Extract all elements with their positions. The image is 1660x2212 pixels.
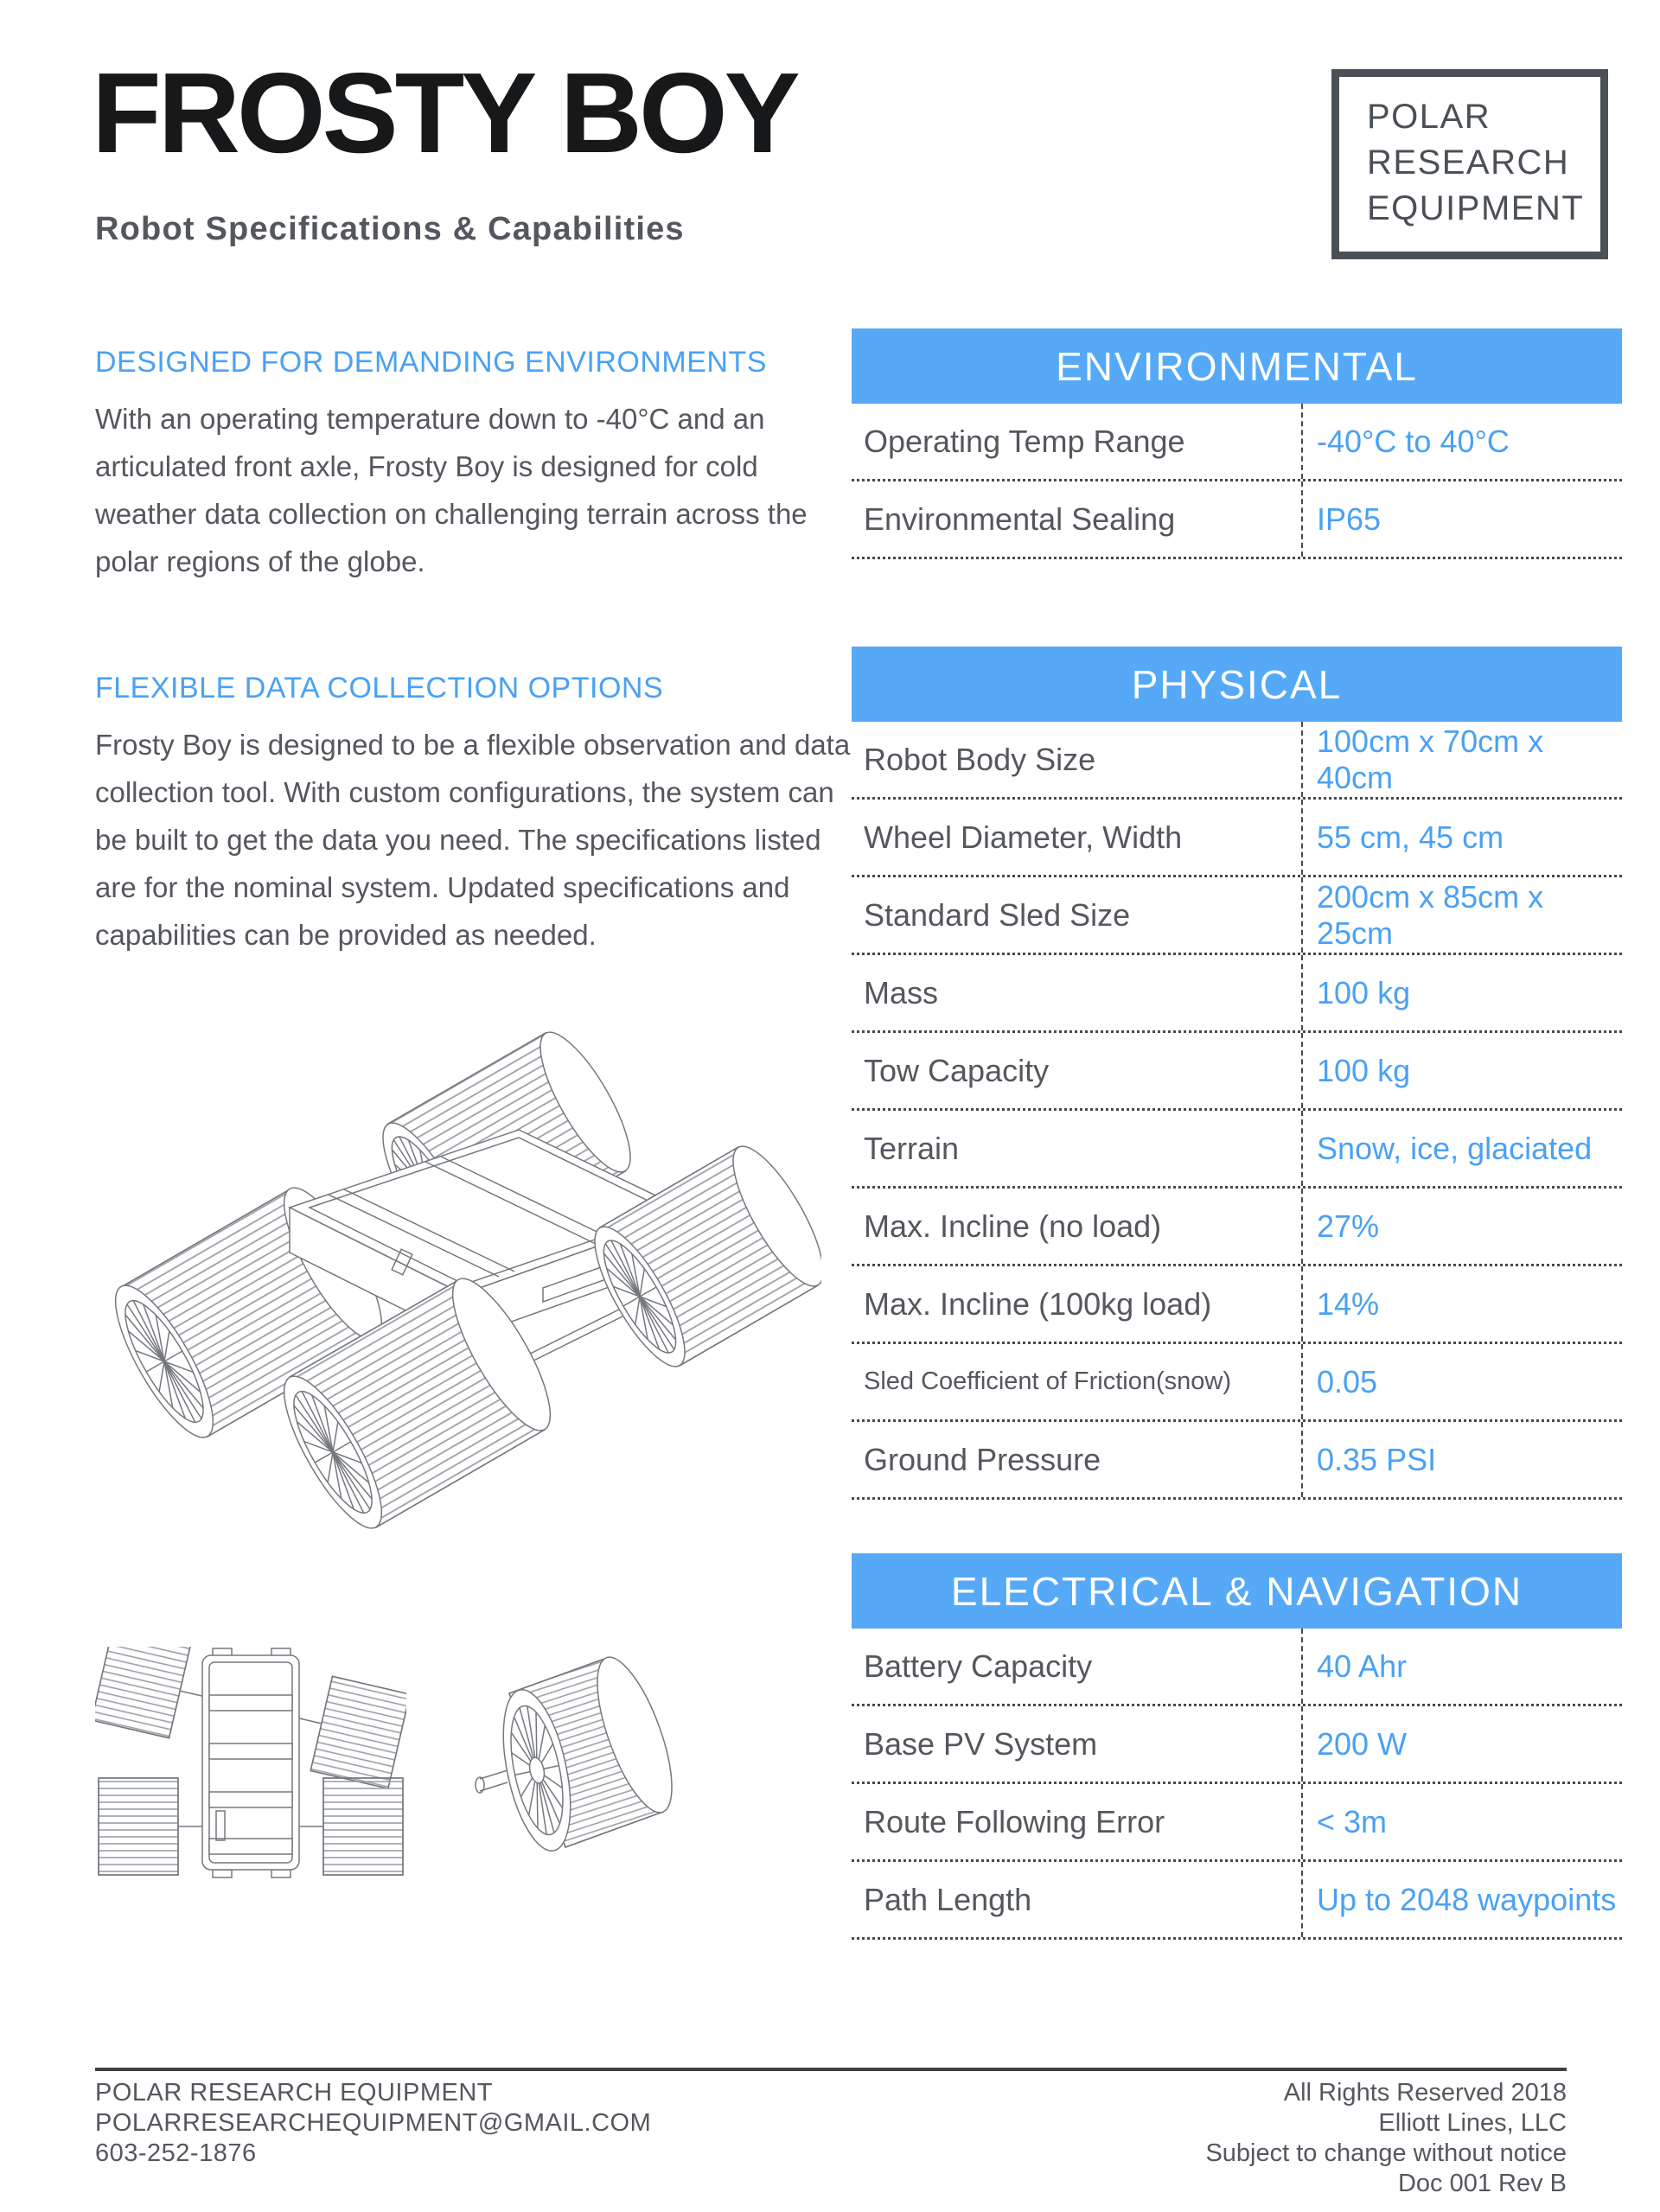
spec-label: Base PV System <box>864 1725 1098 1762</box>
table-header: ELECTRICAL & NAVIGATION <box>852 1553 1622 1629</box>
footer-contact-block <box>95 2078 651 2169</box>
spec-value: 27% <box>1301 1189 1622 1264</box>
spec-label: Terrain <box>864 1130 960 1166</box>
footer-legal-line: All Rights Reserved 2018 <box>1283 2079 1567 2107</box>
spec-value: 100 kg <box>1301 955 1622 1030</box>
table-row <box>852 1706 1622 1784</box>
spec-label: Battery Capacity <box>864 1648 1093 1684</box>
footer-divider <box>95 2068 1567 2071</box>
spec-value: -40°C to 40°C <box>1301 404 1622 479</box>
table-row <box>852 1422 1622 1500</box>
table-row <box>852 1111 1622 1189</box>
company-logo <box>1331 69 1608 259</box>
table-rows <box>852 404 1622 559</box>
spec-value: 100cm x 70cm x 40cm <box>1301 722 1622 797</box>
footer-legal-line: Doc 001 Rev B <box>1397 2170 1567 2197</box>
logo-line: POLAR <box>1367 98 1491 136</box>
robot-top-view-illustration <box>95 1647 406 1889</box>
spec-value: IP65 <box>1301 481 1622 557</box>
physical-table <box>852 647 1622 1500</box>
spec-label: Max. Incline (100kg load) <box>864 1285 1212 1322</box>
section-data-collection <box>95 672 856 959</box>
table-row <box>852 800 1622 877</box>
table-rows <box>852 1629 1622 1940</box>
table-row <box>852 1784 1622 1862</box>
spec-label: Path Length <box>864 1881 1032 1917</box>
spec-label: Sled Coefficient of Friction(snow) <box>864 1367 1231 1395</box>
page-subtitle: Robot Specifications & Capabilities <box>95 211 685 247</box>
footer-contact-line: POLAR RESEARCH EQUIPMENT <box>95 2079 493 2107</box>
footer-contact-line: POLARRESEARCHEQUIPMENT@GMAIL.COM <box>95 2109 652 2137</box>
spec-value: 0.35 PSI <box>1301 1422 1622 1497</box>
spec-label: Robot Body Size <box>864 741 1096 777</box>
spec-label: Standard Sled Size <box>864 896 1131 933</box>
section-demanding-environments <box>95 346 856 585</box>
section-body: Frosty Boy is designed to be a flexible observation and data collection tool. With custom configurations, the system can be built to get the data you need. The specifications listed are for the nominal system. Updated specifications and capabilities can be provided as needed. <box>95 729 851 951</box>
spec-label: Wheel Diameter, Width <box>864 819 1183 855</box>
table-row <box>852 877 1622 955</box>
spec-value: Snow, ice, glaciated <box>1301 1111 1622 1186</box>
section-body: With an operating temperature down to -40°C and an articulated front axle, Frosty Boy is designed for cold weather data collection on challenging terrain across the polar regions of the globe. <box>95 403 808 577</box>
spec-value: 200cm x 85cm x 25cm <box>1301 877 1622 953</box>
table-row <box>852 404 1622 481</box>
spec-value: 40 Ahr <box>1301 1629 1622 1704</box>
table-rows <box>852 722 1622 1500</box>
spec-label: Max. Incline (no load) <box>864 1208 1162 1244</box>
spec-label: Operating Temp Range <box>864 423 1185 459</box>
environmental-table <box>852 328 1622 559</box>
spec-label: Environmental Sealing <box>864 500 1176 537</box>
spec-label: Ground Pressure <box>864 1441 1101 1477</box>
spec-value: < 3m <box>1301 1784 1622 1859</box>
table-header: PHYSICAL <box>852 647 1622 722</box>
table-row <box>852 1033 1622 1111</box>
spec-label: Route Following Error <box>864 1803 1165 1839</box>
section-heading: FLEXIBLE DATA COLLECTION OPTIONS <box>95 672 664 704</box>
footer-legal-line: Elliott Lines, LLC <box>1378 2109 1567 2137</box>
spec-value: 100 kg <box>1301 1033 1622 1108</box>
table-row <box>852 1862 1622 1940</box>
spec-label: Mass <box>864 974 939 1010</box>
robot-isometric-illustration <box>35 1024 821 1560</box>
table-row <box>852 1629 1622 1706</box>
spec-value: 200 W <box>1301 1706 1622 1782</box>
footer-legal-line: Subject to change without notice <box>1205 2139 1567 2167</box>
table-row <box>852 1266 1622 1344</box>
table-row <box>852 481 1622 559</box>
spec-value: 55 cm, 45 cm <box>1301 800 1622 875</box>
robot-wheel-illustration <box>454 1641 731 1891</box>
table-row <box>852 955 1622 1033</box>
section-heading: DESIGNED FOR DEMANDING ENVIRONMENTS <box>95 346 767 379</box>
spec-value: 14% <box>1301 1266 1622 1342</box>
spec-value: 0.05 <box>1301 1344 1622 1419</box>
footer-contact-line: 603-252-1876 <box>95 2139 257 2167</box>
logo-line: EQUIPMENT <box>1367 189 1585 227</box>
table-header: ENVIRONMENTAL <box>852 328 1622 404</box>
electrical-navigation-table <box>852 1553 1622 1940</box>
spec-label: Tow Capacity <box>864 1052 1050 1088</box>
page-title: FROSTY BOY <box>92 49 797 176</box>
spec-value: Up to 2048 waypoints <box>1301 1862 1622 1937</box>
case-top-view <box>202 1648 299 1877</box>
table-row <box>852 1344 1622 1422</box>
table-row <box>852 1189 1622 1266</box>
logo-line: RESEARCH <box>1367 143 1570 182</box>
footer-legal-block <box>1205 2078 1567 2199</box>
table-row <box>852 722 1622 800</box>
